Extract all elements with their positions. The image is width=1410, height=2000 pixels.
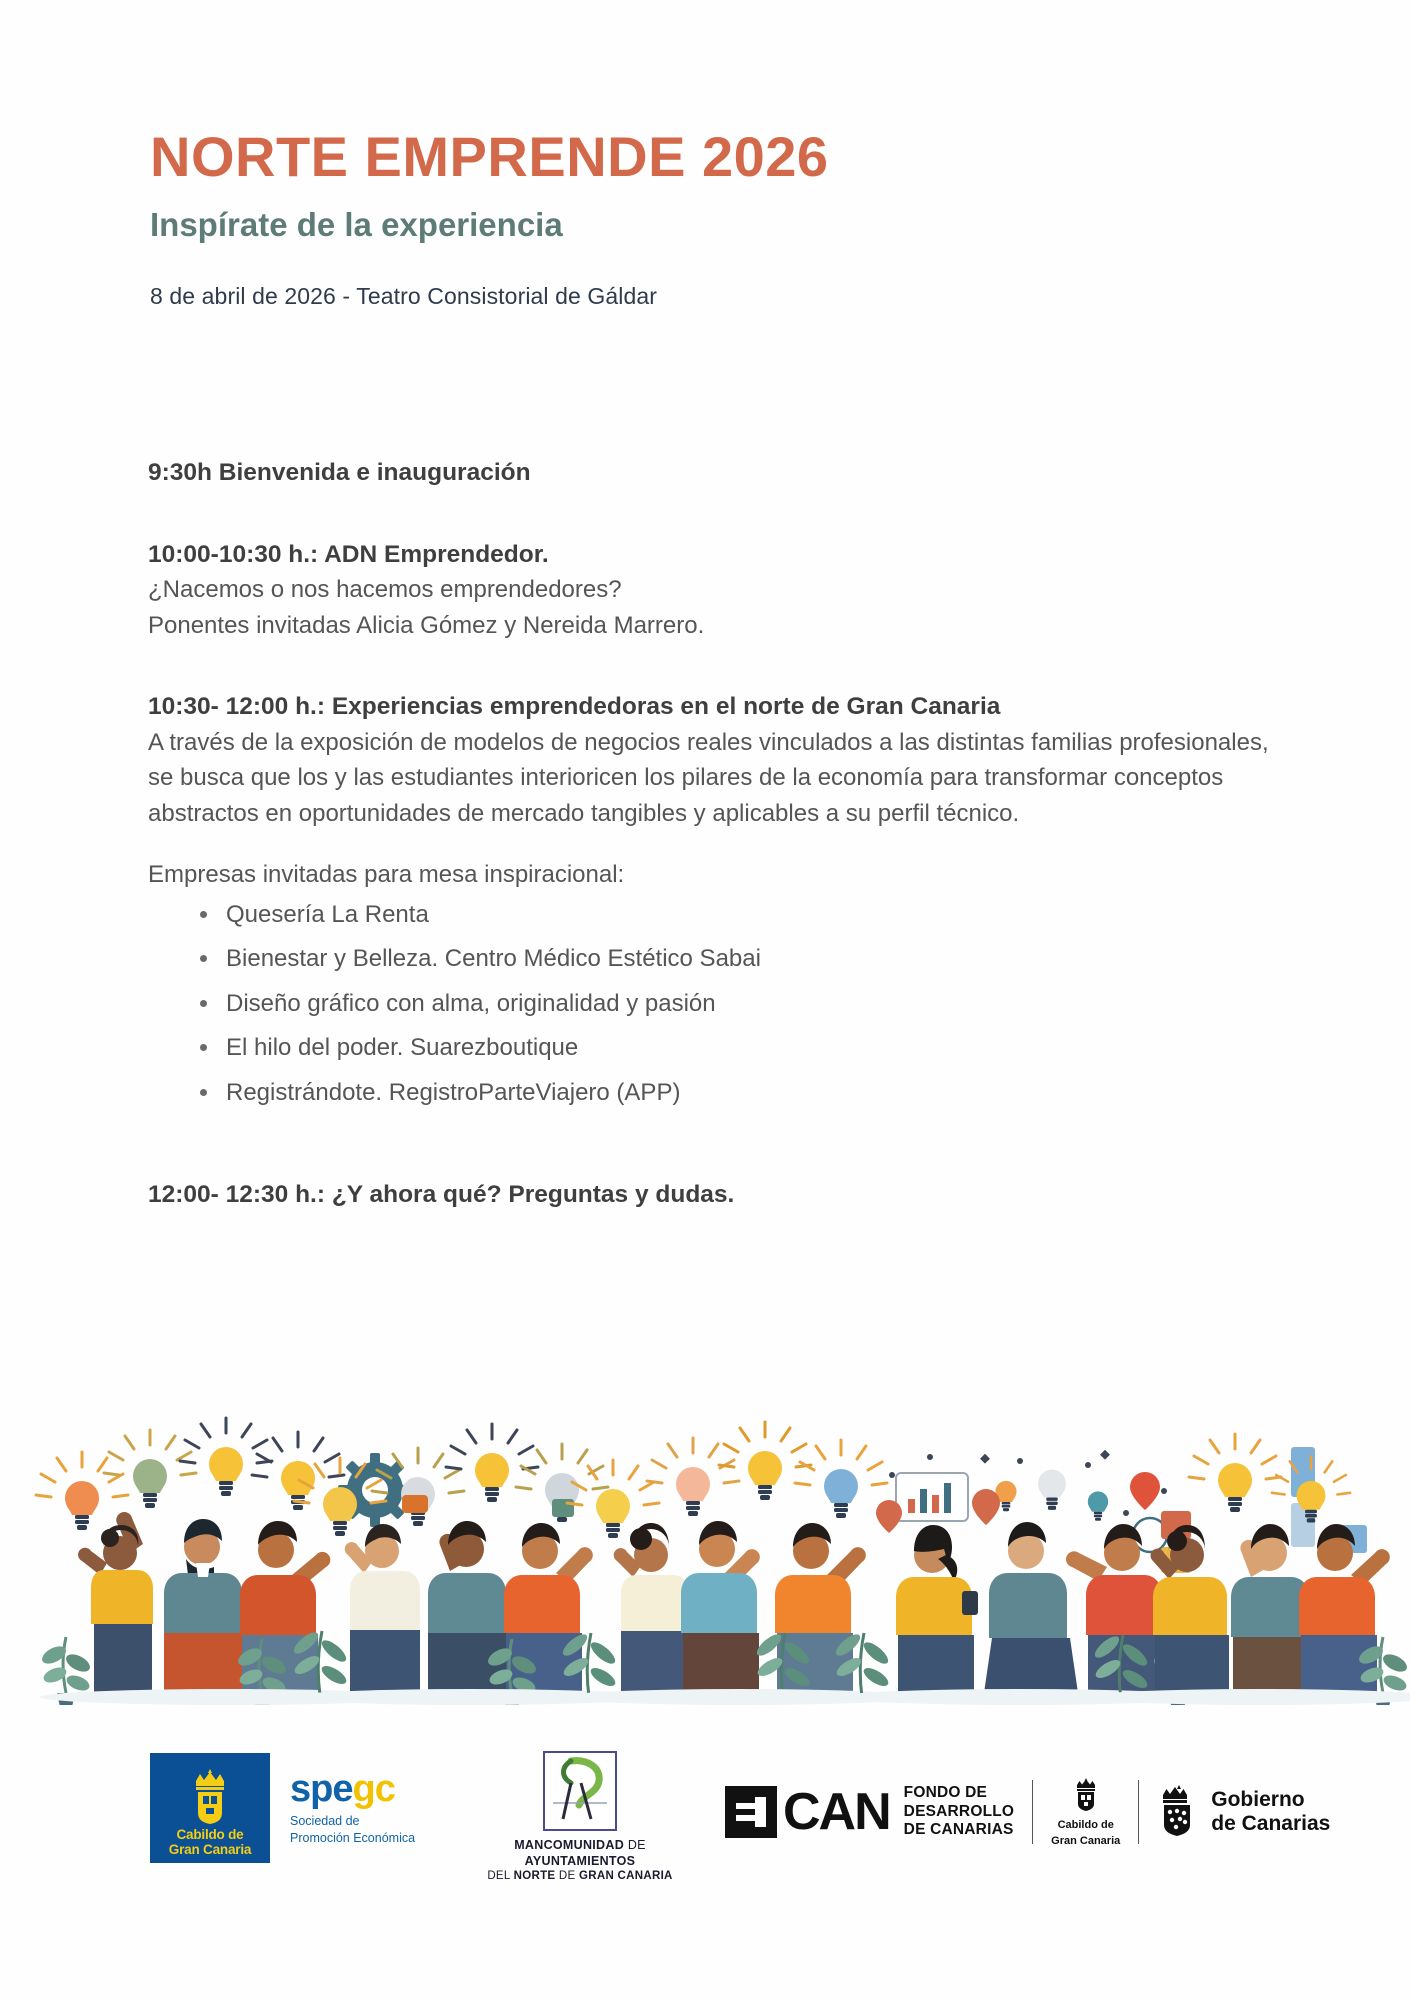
- gobierno-line1: Gobierno: [1211, 1788, 1305, 1811]
- cabildo-mono-crest-icon: [1073, 1777, 1099, 1811]
- person: [614, 1523, 689, 1692]
- person: [896, 1525, 978, 1693]
- mancomunidad-mark-icon: [543, 1751, 617, 1831]
- person: [428, 1521, 506, 1692]
- logo-cabildo-mono: [1051, 1777, 1120, 1847]
- program-item-welcome: [148, 455, 1288, 491]
- spacer: [148, 831, 1288, 857]
- logo-fdcan-group: [725, 1777, 1330, 1847]
- mancomunidad-line2: [470, 1869, 690, 1883]
- spacer: [148, 643, 1288, 689]
- manco-word: DE: [558, 1870, 579, 1883]
- illustration-group-2: [290, 1424, 650, 1705]
- people-ideas-illustration: [0, 1395, 1410, 1705]
- program-item-heading: 10:00-10:30 h.: ADN Emprendedor.: [148, 540, 549, 568]
- logo-spegc: [290, 1770, 440, 1847]
- gobierno-line2: de Canarias: [1211, 1812, 1331, 1836]
- logo-divider: [1032, 1780, 1033, 1844]
- logo-gobierno-canarias: [1157, 1784, 1330, 1840]
- program-schedule: [148, 455, 1288, 1213]
- page-title: NORTE EMPRENDE 2026: [150, 125, 829, 188]
- fdcan-description: [904, 1784, 1015, 1840]
- cabildo-mono-line1: Cabildo de: [1057, 1819, 1114, 1831]
- list-item: Bienestar y Belleza. Centro Médico Estético Sabai: [196, 941, 1288, 977]
- list-item: Registrándote. RegistroParteViajero (APP): [196, 1075, 1288, 1111]
- spegc-word-yellow: gc: [352, 1768, 395, 1810]
- fdcan-bar-top: [736, 1797, 755, 1803]
- companies-label: Empresas invitadas para mesa inspiracional:: [148, 861, 625, 889]
- event-date-venue: 8 de abril de 2026 - Teatro Consistorial de Gáldar: [150, 283, 658, 310]
- spegc-subtitle-line2: Promoción Económica: [290, 1830, 416, 1845]
- spegc-subtitle-line1: Sociedad de: [290, 1814, 360, 1828]
- poster-header: [150, 125, 1270, 310]
- fdcan-bar-bottom: [736, 1821, 755, 1827]
- program-item-line: Ponentes invitadas Alicia Gómez y Nereida Marrero.: [148, 611, 705, 639]
- fdcan-desc-line3: DE CANARIAS: [903, 1821, 1014, 1839]
- person: [164, 1519, 242, 1693]
- program-item-heading: 9:30h Bienvenida e inauguración: [148, 459, 531, 486]
- program-item-experiencias: [148, 689, 1288, 1111]
- cabildo-label-line1: Cabildo de: [176, 1826, 244, 1842]
- logo-divider: [1138, 1780, 1139, 1844]
- spegc-wordmark: [290, 1770, 440, 1808]
- fdcan-desc-line1: FONDO DE: [903, 1784, 988, 1802]
- logo-band: [0, 1745, 1410, 1905]
- cabildo-mono-line2: Gran Canaria: [1051, 1834, 1121, 1847]
- spegc-subtitle: [290, 1813, 440, 1847]
- manco-word: AYUNTAMIENTOS: [524, 1853, 636, 1868]
- program-item-line: ¿Nacemos o nos hacemos emprendedores?: [148, 576, 622, 604]
- page-subtitle: Inspírate de la experiencia: [150, 205, 563, 243]
- spacer: [148, 491, 1288, 537]
- manco-word: MANCOMUNIDAD: [514, 1838, 628, 1852]
- manco-word: NORTE: [513, 1870, 559, 1883]
- manco-word: DEL: [487, 1870, 514, 1883]
- logo-cabildo-gran-canaria: [150, 1753, 270, 1863]
- person: [345, 1524, 420, 1692]
- program-item-heading: 12:00- 12:30 h.: ¿Y ahora qué? Preguntas y dudas.: [148, 1180, 735, 1208]
- logo-mancomunidad: [470, 1751, 690, 1884]
- manco-word: GRAN CANARIA: [578, 1870, 673, 1883]
- mancomunidad-glyph: [547, 1753, 613, 1825]
- mancomunidad-line1: [470, 1838, 690, 1869]
- program-item-adn: [148, 537, 1288, 644]
- gobierno-label: [1211, 1788, 1330, 1836]
- cabildo-crest-icon: [187, 1767, 233, 1825]
- fdcan-desc-line2: DESARROLLO: [903, 1802, 1015, 1820]
- person: [984, 1522, 1078, 1693]
- list-item: El hilo del poder. Suarezboutique: [196, 1030, 1288, 1066]
- illustration-band: [0, 1395, 1410, 1705]
- illustration-group-4: [833, 1450, 1205, 1705]
- list-item: Diseño gráfico con alma, originalidad y pasión: [196, 986, 1288, 1022]
- program-item-preguntas: [148, 1177, 1288, 1213]
- program-item-body: A través de la exposición de modelos de negocios reales vinculados a las distintas familias profesionales, se busca que los y las estudiantes interioricen los pilares de la economía para transformar conceptos abstractos en oportunidades de mercado tangibles y aplicables a su perfil técnico.: [148, 728, 1269, 827]
- spacer: [148, 1119, 1288, 1177]
- companies-list: [148, 897, 1288, 1111]
- spegc-word-blue: spe: [290, 1768, 353, 1810]
- person: [681, 1521, 760, 1692]
- illustration-group-3: [560, 1422, 918, 1705]
- gobierno-crest-icon: [1157, 1784, 1201, 1840]
- fdcan-wordmark: CAN: [783, 1782, 890, 1841]
- fdcan-mark-icon: [725, 1786, 777, 1838]
- cabildo-label-line2: Gran Canaria: [168, 1842, 252, 1858]
- program-item-heading: 10:30- 12:00 h.: Experiencias emprendedoras en el norte de Gran Canaria: [148, 693, 1001, 721]
- manco-word: DE: [627, 1838, 646, 1852]
- list-item: Quesería La Renta: [196, 897, 1288, 933]
